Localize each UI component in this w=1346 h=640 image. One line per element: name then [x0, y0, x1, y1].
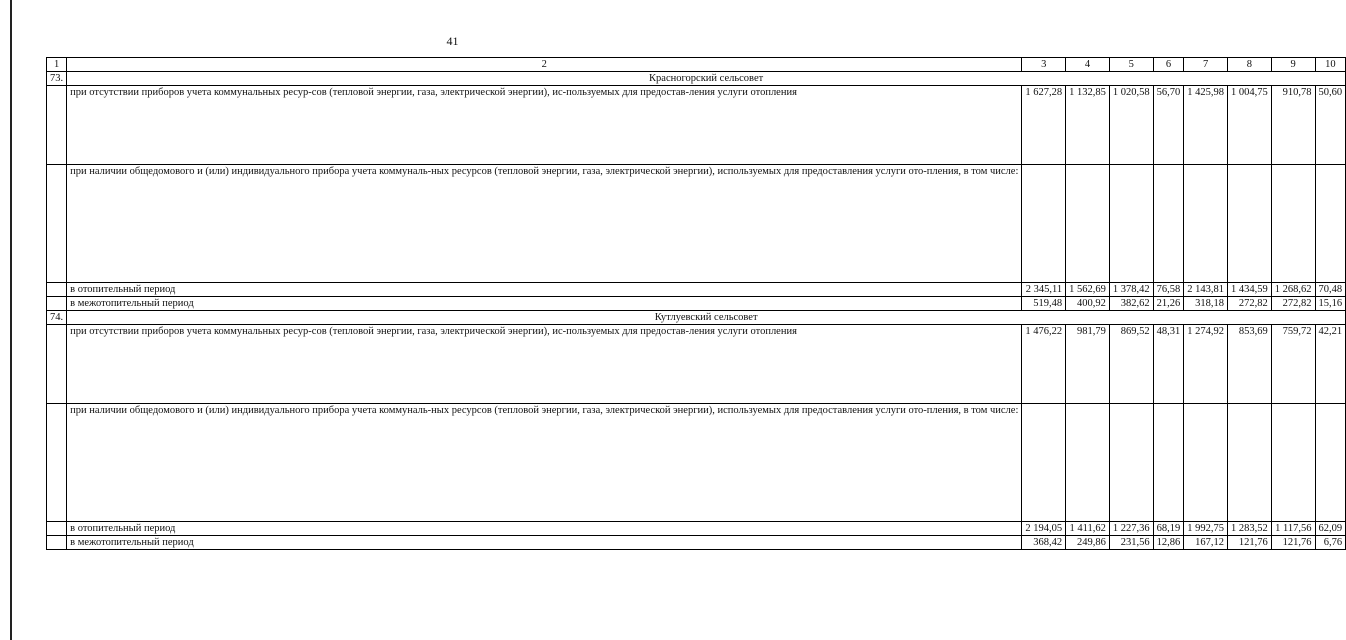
- value-cell: 1 020,58: [1109, 86, 1153, 165]
- value-cell: 167,12: [1184, 536, 1228, 550]
- value-cell: 1 425,98: [1184, 86, 1228, 165]
- value-cell: 1 627,28: [1022, 86, 1066, 165]
- index-cell: [47, 522, 67, 536]
- value-cell: 2 345,11: [1022, 283, 1066, 297]
- table-row: [47, 165, 1346, 283]
- value-cell: 1 562,69: [1066, 283, 1110, 297]
- value-cell: 272,82: [1271, 297, 1315, 311]
- value-cell: 50,60: [1315, 86, 1346, 165]
- column-header: 7: [1184, 58, 1228, 72]
- value-cell: 1 283,52: [1228, 522, 1272, 536]
- column-header: 1: [47, 58, 67, 72]
- value-cell: [1066, 165, 1110, 283]
- section-index: 73.: [47, 72, 67, 86]
- value-cell: 2 194,05: [1022, 522, 1066, 536]
- value-cell: 21,26: [1153, 297, 1184, 311]
- value-cell: 1 434,59: [1228, 283, 1272, 297]
- value-cell: 121,76: [1228, 536, 1272, 550]
- section-header-row: [47, 311, 1346, 325]
- row-label: при отсутствии приборов учета коммунальных ресур-сов (тепловой энергии, газа, электрической энергии), ис-пользуемых для предостав-ления услуги отопления: [67, 325, 1022, 404]
- table-body: [47, 58, 1346, 550]
- value-cell: 318,18: [1184, 297, 1228, 311]
- value-cell: 42,21: [1315, 325, 1346, 404]
- value-cell: [1109, 404, 1153, 522]
- row-label: при наличии общедомового и (или) индивидуального прибора учета коммуналь-ных ресурсов (тепловой энергии, газа, электрической энергии), используемых для предоставления услуги ото-пления, в том числе:: [67, 165, 1022, 283]
- value-cell: 1 268,62: [1271, 283, 1315, 297]
- value-cell: 56,70: [1153, 86, 1184, 165]
- row-label: при отсутствии приборов учета коммунальных ресур-сов (тепловой энергии, газа, электрической энергии), ис-пользуемых для предостав-ления услуги отопления: [67, 86, 1022, 165]
- value-cell: 6,76: [1315, 536, 1346, 550]
- value-cell: 1 411,62: [1066, 522, 1110, 536]
- table-row: [47, 522, 1346, 536]
- value-cell: 68,19: [1153, 522, 1184, 536]
- column-header: 10: [1315, 58, 1346, 72]
- value-cell: 981,79: [1066, 325, 1110, 404]
- index-cell: [47, 325, 67, 404]
- value-cell: [1184, 404, 1228, 522]
- value-cell: 76,58: [1153, 283, 1184, 297]
- value-cell: [1315, 404, 1346, 522]
- column-header: 3: [1022, 58, 1066, 72]
- index-cell: [47, 404, 67, 522]
- value-cell: [1022, 404, 1066, 522]
- value-cell: [1109, 165, 1153, 283]
- value-cell: 869,52: [1109, 325, 1153, 404]
- value-cell: [1153, 165, 1184, 283]
- column-header: 6: [1153, 58, 1184, 72]
- column-header: 8: [1228, 58, 1272, 72]
- row-label: при наличии общедомового и (или) индивидуального прибора учета коммуналь-ных ресурсов (тепловой энергии, газа, электрической энергии), используемых для предоставления услуги ото-пления, в том числе:: [67, 404, 1022, 522]
- index-cell: [47, 536, 67, 550]
- value-cell: 70,48: [1315, 283, 1346, 297]
- value-cell: 853,69: [1228, 325, 1272, 404]
- table-row: [47, 86, 1346, 165]
- value-cell: 1 004,75: [1228, 86, 1272, 165]
- index-cell: [47, 297, 67, 311]
- value-cell: 1 274,92: [1184, 325, 1228, 404]
- value-cell: [1153, 404, 1184, 522]
- value-cell: 12,86: [1153, 536, 1184, 550]
- value-cell: 1 378,42: [1109, 283, 1153, 297]
- column-header: 4: [1066, 58, 1110, 72]
- table-row: [47, 404, 1346, 522]
- column-header: 2: [67, 58, 1022, 72]
- value-cell: [1271, 404, 1315, 522]
- column-header: 9: [1271, 58, 1315, 72]
- value-cell: 1 117,56: [1271, 522, 1315, 536]
- value-cell: 231,56: [1109, 536, 1153, 550]
- section-name: Кутлуевский сельсовет: [67, 311, 1346, 325]
- tariff-table: [46, 57, 1346, 550]
- value-cell: 382,62: [1109, 297, 1153, 311]
- value-cell: 368,42: [1022, 536, 1066, 550]
- section-header-row: [47, 72, 1346, 86]
- value-cell: 759,72: [1271, 325, 1315, 404]
- value-cell: 400,92: [1066, 297, 1110, 311]
- row-label: в отопительный период: [67, 283, 1022, 297]
- value-cell: [1315, 165, 1346, 283]
- value-cell: 519,48: [1022, 297, 1066, 311]
- table-row: [47, 283, 1346, 297]
- value-cell: 1 132,85: [1066, 86, 1110, 165]
- index-cell: [47, 86, 67, 165]
- row-label: в межотопительный период: [67, 297, 1022, 311]
- value-cell: 1 992,75: [1184, 522, 1228, 536]
- table-row: [47, 536, 1346, 550]
- row-label: в межотопительный период: [67, 536, 1022, 550]
- index-cell: [47, 165, 67, 283]
- value-cell: 1 476,22: [1022, 325, 1066, 404]
- index-cell: [47, 283, 67, 297]
- value-cell: 272,82: [1228, 297, 1272, 311]
- page-edge-line: [10, 0, 12, 640]
- table-row: [47, 325, 1346, 404]
- value-cell: 48,31: [1153, 325, 1184, 404]
- value-cell: 249,86: [1066, 536, 1110, 550]
- page-number: 41: [446, 34, 459, 48]
- value-cell: 62,09: [1315, 522, 1346, 536]
- value-cell: [1022, 165, 1066, 283]
- value-cell: [1271, 165, 1315, 283]
- value-cell: [1066, 404, 1110, 522]
- value-cell: 121,76: [1271, 536, 1315, 550]
- value-cell: [1184, 165, 1228, 283]
- column-header: 5: [1109, 58, 1153, 72]
- value-cell: 910,78: [1271, 86, 1315, 165]
- value-cell: [1228, 404, 1272, 522]
- value-cell: 2 143,81: [1184, 283, 1228, 297]
- table-row: [47, 297, 1346, 311]
- value-cell: [1228, 165, 1272, 283]
- section-index: 74.: [47, 311, 67, 325]
- section-name: Красногорский сельсовет: [67, 72, 1346, 86]
- value-cell: 1 227,36: [1109, 522, 1153, 536]
- row-label: в отопительный период: [67, 522, 1022, 536]
- column-header-row: [47, 58, 1346, 72]
- value-cell: 15,16: [1315, 297, 1346, 311]
